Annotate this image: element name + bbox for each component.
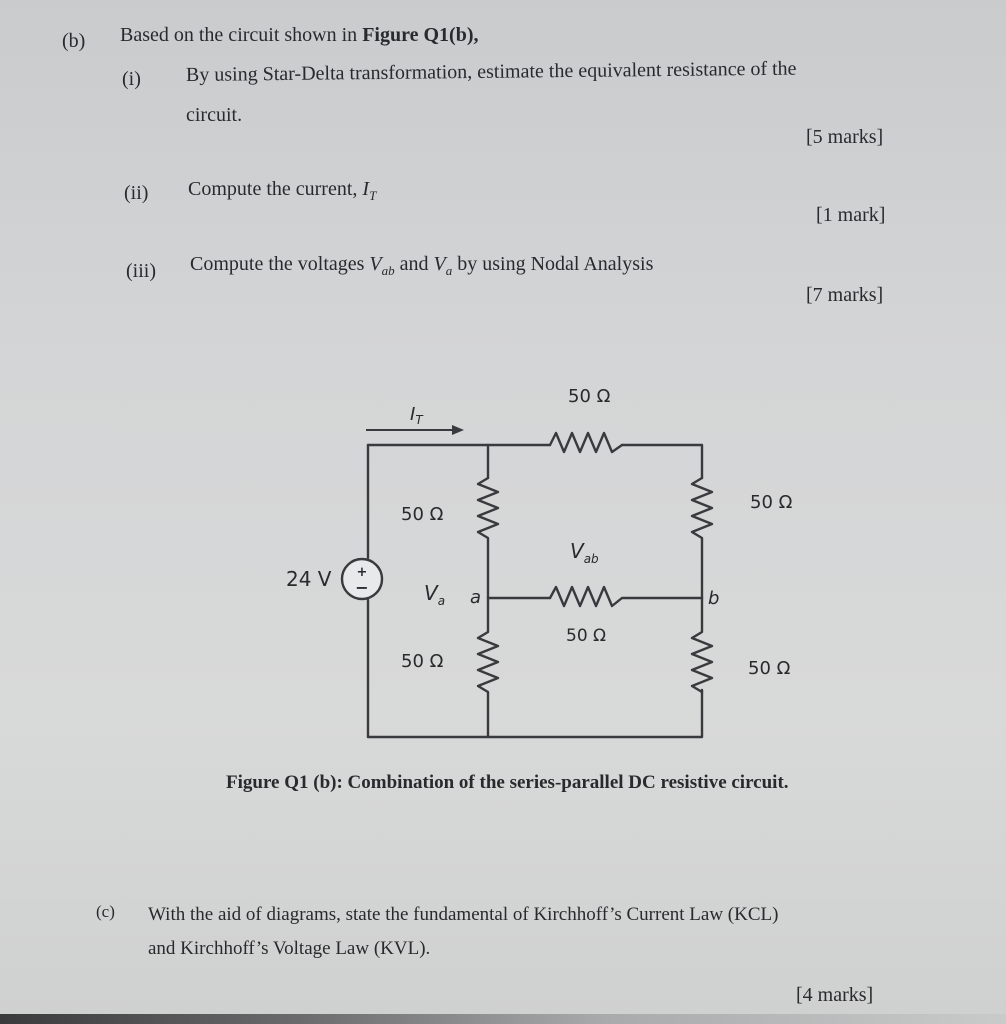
item-ii-marks: [1 mark]	[816, 204, 886, 226]
r-middle-label: 50 Ω	[566, 626, 607, 646]
source-label: 24 V	[286, 567, 332, 591]
intro-text: Based on the circuit shown in	[120, 24, 363, 46]
item-iii-number: (iii)	[126, 260, 156, 282]
item-iii-text-c: by using Nodal Analysis	[452, 253, 654, 275]
resistor-left-top	[478, 478, 498, 598]
part-c-line1: With the aid of diagrams, state the fundamental of Kirchhoff’s Current Law (KCL)	[148, 904, 779, 925]
item-ii-number: (ii)	[124, 182, 149, 204]
r-left-top-label: 50 Ω	[401, 504, 444, 525]
figure-caption: Figure Q1 (b): Combination of the series-parallel DC resistive circuit.	[226, 772, 789, 793]
r-left-bottom-label: 50 Ω	[401, 651, 444, 672]
va-label: $V_a$	[424, 581, 446, 608]
vab-label: $V_{ab}$	[570, 539, 599, 566]
part-c-marks: [4 marks]	[796, 984, 874, 1006]
r-top-label: 50 Ω	[568, 386, 611, 407]
item-i-number: (i)	[122, 68, 141, 90]
svg-text:+: +	[356, 565, 368, 580]
item-iii-var1: V	[369, 253, 382, 275]
item-ii-label: Compute the current,	[188, 178, 363, 200]
node-a-label: a	[470, 587, 482, 608]
node-b-label: b	[708, 588, 720, 609]
photo-edge-shadow	[0, 1014, 1006, 1024]
item-iii-sub1: ab	[381, 263, 395, 278]
r-right-top-label: 50 Ω	[750, 492, 793, 513]
item-iii-marks: [7 marks]	[806, 284, 884, 306]
wire-top-right	[622, 445, 702, 478]
item-iii-sub2: a	[445, 263, 453, 278]
resistor-right-bottom	[692, 598, 712, 692]
item-ii-var: I	[362, 178, 370, 200]
item-ii-sub: T	[369, 188, 377, 203]
r-right-bottom-label: 50 Ω	[748, 658, 791, 679]
item-i-line2: circuit.	[186, 104, 243, 126]
item-iii-text-a: Compute the voltages	[190, 253, 370, 275]
intro-figure-ref: Figure Q1(b)	[362, 24, 474, 46]
resistor-left-bottom	[478, 598, 498, 737]
part-c-line2: and Kirchhoff’s Voltage Law (KVL).	[148, 938, 431, 959]
intro-end: ,	[473, 24, 479, 46]
item-iii-text-b: and	[394, 253, 434, 275]
part-c-label: (c)	[96, 902, 115, 921]
wire-bottom	[368, 690, 702, 737]
voltage-source	[342, 559, 382, 599]
part-b-label: (b)	[62, 30, 86, 52]
resistor-middle	[550, 587, 702, 606]
resistor-top	[550, 433, 622, 452]
item-iii-var2: V	[433, 253, 446, 275]
item-i-line1: By using Star-Delta transformation, estimate the equivalent resistance of the	[185, 57, 797, 86]
current-label: $I_T$	[410, 404, 423, 427]
item-i-marks: [5 marks]	[806, 126, 884, 148]
svg-text:−: −	[355, 578, 369, 597]
resistor-right-top	[692, 478, 712, 598]
